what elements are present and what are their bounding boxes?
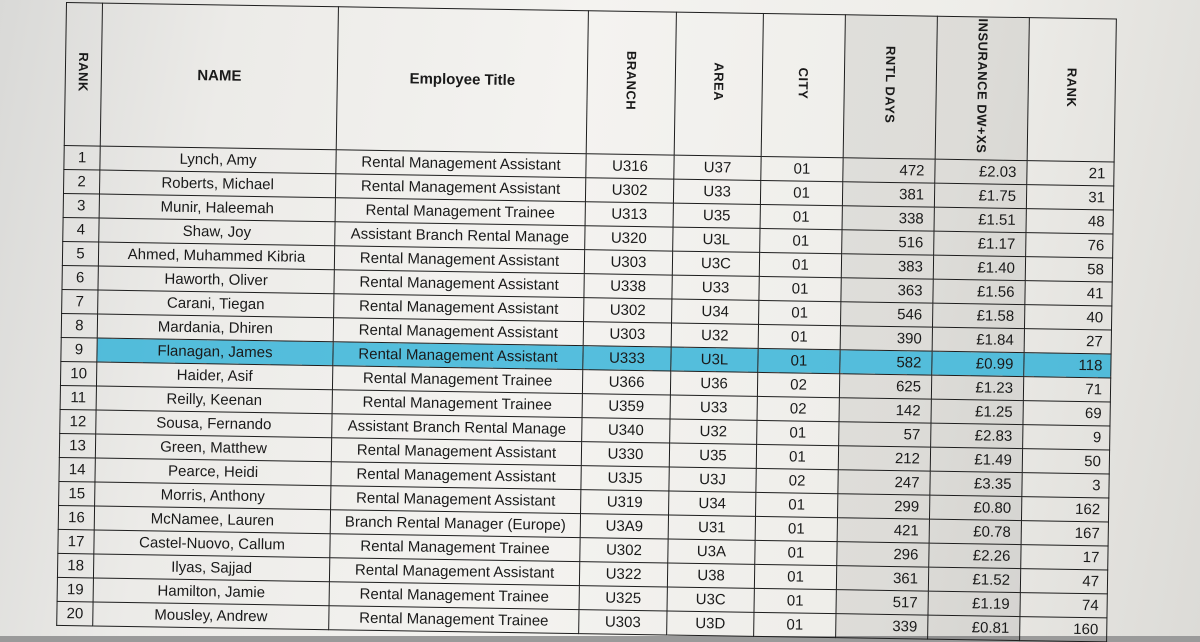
insurance-cell: £1.51 bbox=[934, 207, 1026, 232]
header-name: NAME bbox=[100, 3, 338, 150]
rank2-cell: 41 bbox=[1025, 281, 1112, 306]
name-cell: Mousley, Andrew bbox=[93, 602, 329, 630]
title-cell: Rental Management Assistant bbox=[329, 558, 579, 586]
branch-cell: U316 bbox=[586, 154, 674, 179]
title-cell: Rental Management Trainee bbox=[332, 366, 582, 394]
area-cell: U38 bbox=[667, 563, 754, 588]
city-cell: 01 bbox=[754, 564, 836, 589]
rental-days-cell: 421 bbox=[837, 518, 929, 543]
city-cell: 01 bbox=[758, 348, 840, 373]
rank2-cell: 167 bbox=[1021, 521, 1108, 546]
insurance-cell: £1.52 bbox=[928, 567, 1020, 592]
city-cell: 01 bbox=[754, 588, 836, 613]
city-cell: 01 bbox=[756, 444, 838, 469]
rank-cell: 4 bbox=[63, 217, 99, 242]
branch-cell: U302 bbox=[585, 178, 673, 203]
area-cell: U3L bbox=[671, 347, 758, 372]
header-branch: BRANCH bbox=[586, 11, 676, 155]
branch-cell: U359 bbox=[582, 394, 670, 419]
title-cell: Rental Management Assistant bbox=[335, 174, 585, 202]
rank-cell: 6 bbox=[62, 265, 98, 290]
rank2-cell: 40 bbox=[1024, 305, 1111, 330]
branch-cell: U366 bbox=[582, 370, 670, 395]
area-cell: U31 bbox=[668, 515, 755, 540]
header-row bbox=[64, 3, 1116, 162]
area-cell: U33 bbox=[670, 395, 757, 420]
rank2-cell: 50 bbox=[1022, 449, 1109, 474]
rank2-cell: 27 bbox=[1024, 329, 1111, 354]
insurance-cell: £0.78 bbox=[929, 519, 1021, 544]
area-cell: U3C bbox=[672, 251, 759, 276]
title-cell: Rental Management Trainee bbox=[330, 534, 580, 562]
branch-cell: U322 bbox=[579, 562, 667, 587]
branch-cell: U303 bbox=[583, 322, 671, 347]
rank-cell: 12 bbox=[60, 409, 96, 434]
name-cell: Haider, Asif bbox=[96, 362, 332, 390]
title-cell: Rental Management Assistant bbox=[334, 270, 584, 298]
rental-days-cell: 299 bbox=[837, 494, 929, 519]
insurance-cell: £1.84 bbox=[932, 327, 1024, 352]
title-cell: Rental Management Trainee bbox=[335, 198, 585, 226]
city-cell: 01 bbox=[760, 228, 842, 253]
rental-days-cell: 383 bbox=[841, 254, 933, 279]
title-cell: Rental Management Assistant bbox=[336, 150, 586, 178]
insurance-cell: £1.17 bbox=[934, 231, 1026, 256]
insurance-cell: £3.35 bbox=[930, 471, 1022, 496]
insurance-cell: £2.83 bbox=[931, 423, 1023, 448]
rank-cell: 17 bbox=[58, 529, 94, 554]
branch-cell: U340 bbox=[582, 418, 670, 443]
employee-ranking-table bbox=[56, 2, 1117, 642]
rank2-cell: 160 bbox=[1020, 617, 1107, 642]
rank2-cell: 21 bbox=[1027, 161, 1114, 186]
title-cell: Rental Management Trainee bbox=[332, 390, 582, 418]
name-cell: Green, Matthew bbox=[95, 434, 331, 462]
city-cell: 02 bbox=[757, 372, 839, 397]
city-cell: 01 bbox=[760, 204, 842, 229]
insurance-cell: £0.80 bbox=[929, 495, 1021, 520]
city-cell: 01 bbox=[759, 276, 841, 301]
title-cell: Rental Management Trainee bbox=[329, 606, 579, 634]
branch-cell: U3J5 bbox=[581, 466, 669, 491]
rank2-cell: 74 bbox=[1020, 593, 1107, 618]
rank2-cell: 71 bbox=[1023, 377, 1110, 402]
rental-days-cell: 517 bbox=[836, 590, 928, 615]
header-rank: RANK bbox=[64, 3, 102, 147]
branch-cell: U303 bbox=[584, 250, 672, 275]
name-cell: Castel-Nuovo, Callum bbox=[94, 530, 330, 558]
header-employee-title: Employee Title bbox=[336, 7, 588, 154]
area-cell: U33 bbox=[672, 275, 759, 300]
rank2-cell: 9 bbox=[1023, 425, 1110, 450]
city-cell: 01 bbox=[759, 252, 841, 277]
rank-cell: 10 bbox=[60, 361, 96, 386]
insurance-cell: £2.03 bbox=[935, 159, 1027, 184]
title-cell: Rental Management Assistant bbox=[334, 246, 584, 274]
city-cell: 01 bbox=[754, 612, 836, 637]
area-cell: U3D bbox=[667, 611, 754, 636]
area-cell: U35 bbox=[673, 203, 760, 228]
rental-days-cell: 381 bbox=[842, 182, 934, 207]
rank-cell: 7 bbox=[62, 289, 98, 314]
name-cell: Reilly, Keenan bbox=[96, 386, 332, 414]
city-cell: 02 bbox=[757, 396, 839, 421]
name-cell: Ahmed, Muhammed Kibria bbox=[98, 242, 334, 270]
rental-days-cell: 516 bbox=[842, 230, 934, 255]
area-cell: U33 bbox=[673, 179, 760, 204]
city-cell: 01 bbox=[760, 180, 842, 205]
rank-cell: 18 bbox=[57, 553, 93, 578]
rental-days-cell: 582 bbox=[840, 350, 932, 375]
header-city: CITY bbox=[761, 13, 845, 157]
area-cell: U34 bbox=[669, 491, 756, 516]
city-cell: 01 bbox=[761, 156, 843, 181]
insurance-cell: £1.58 bbox=[932, 303, 1024, 328]
rank-cell: 8 bbox=[61, 313, 97, 338]
rental-days-cell: 546 bbox=[841, 302, 933, 327]
name-cell: Lynch, Amy bbox=[100, 146, 336, 174]
name-cell: Mardania, Dhiren bbox=[97, 314, 333, 342]
name-cell: Morris, Anthony bbox=[95, 482, 331, 510]
title-cell: Rental Management Assistant bbox=[331, 486, 581, 514]
area-cell: U36 bbox=[670, 371, 757, 396]
branch-cell: U303 bbox=[579, 610, 667, 635]
table-body bbox=[57, 145, 1114, 641]
name-cell: Flanagan, James bbox=[97, 338, 333, 366]
branch-cell: U325 bbox=[579, 586, 667, 611]
branch-cell: U313 bbox=[585, 202, 673, 227]
name-cell: Haworth, Oliver bbox=[98, 266, 334, 294]
name-cell: Carani, Tiegan bbox=[98, 290, 334, 318]
city-cell: 01 bbox=[758, 324, 840, 349]
rank2-cell: 69 bbox=[1023, 401, 1110, 426]
rank-cell: 1 bbox=[64, 145, 100, 170]
city-cell: 01 bbox=[756, 492, 838, 517]
rank2-cell: 48 bbox=[1026, 209, 1113, 234]
insurance-cell: £0.99 bbox=[932, 351, 1024, 376]
city-cell: 02 bbox=[756, 468, 838, 493]
area-cell: U3L bbox=[673, 227, 760, 252]
name-cell: Hamilton, Jamie bbox=[93, 578, 329, 606]
rental-days-cell: 363 bbox=[841, 278, 933, 303]
header-area: AREA bbox=[674, 12, 763, 156]
title-cell: Rental Management Assistant bbox=[333, 318, 583, 346]
city-cell: 01 bbox=[755, 540, 837, 565]
rank-cell: 11 bbox=[60, 385, 96, 410]
city-cell: 01 bbox=[757, 420, 839, 445]
area-cell: U3J bbox=[669, 467, 756, 492]
rental-days-cell: 57 bbox=[839, 422, 931, 447]
insurance-cell: £1.25 bbox=[931, 399, 1023, 424]
branch-cell: U302 bbox=[580, 538, 668, 563]
area-cell: U32 bbox=[670, 419, 757, 444]
branch-cell: U330 bbox=[581, 442, 669, 467]
rank-cell: 20 bbox=[57, 601, 93, 626]
rental-days-cell: 625 bbox=[839, 374, 931, 399]
rank-cell: 16 bbox=[58, 505, 94, 530]
rank-cell: 2 bbox=[63, 169, 99, 194]
name-cell: Sousa, Fernando bbox=[96, 410, 332, 438]
insurance-cell: £1.23 bbox=[931, 375, 1023, 400]
rental-days-cell: 142 bbox=[839, 398, 931, 423]
name-cell: Roberts, Michael bbox=[99, 170, 335, 198]
name-cell: McNamee, Lauren bbox=[94, 506, 330, 534]
header-rank-2: RANK bbox=[1027, 18, 1116, 162]
title-cell: Rental Management Trainee bbox=[329, 582, 579, 610]
branch-cell: U333 bbox=[583, 346, 671, 371]
insurance-cell: £2.26 bbox=[929, 543, 1021, 568]
rank2-cell: 47 bbox=[1020, 569, 1107, 594]
rental-days-cell: 296 bbox=[837, 542, 929, 567]
title-cell: Rental Management Assistant bbox=[331, 438, 581, 466]
rank-cell: 5 bbox=[62, 241, 98, 266]
rank2-cell: 3 bbox=[1022, 473, 1109, 498]
name-cell: Ilyas, Sajjad bbox=[93, 554, 329, 582]
rank2-cell: 162 bbox=[1021, 497, 1108, 522]
rank2-cell: 31 bbox=[1026, 185, 1113, 210]
header-insurance: INSURANCE DW+XS bbox=[935, 16, 1029, 160]
insurance-cell: £1.75 bbox=[934, 183, 1026, 208]
rental-days-cell: 472 bbox=[843, 158, 935, 183]
rental-days-cell: 338 bbox=[842, 206, 934, 231]
branch-cell: U338 bbox=[584, 274, 672, 299]
title-cell: Assistant Branch Rental Manage bbox=[335, 222, 585, 250]
area-cell: U34 bbox=[672, 299, 759, 324]
rank2-cell: 76 bbox=[1026, 233, 1113, 258]
title-cell: Rental Management Assistant bbox=[331, 462, 581, 490]
name-cell: Pearce, Heidi bbox=[95, 458, 331, 486]
rental-days-cell: 212 bbox=[838, 446, 930, 471]
title-cell: Branch Rental Manager (Europe) bbox=[330, 510, 580, 538]
insurance-cell: £0.81 bbox=[928, 615, 1020, 640]
rental-days-cell: 390 bbox=[840, 326, 932, 351]
branch-cell: U320 bbox=[585, 226, 673, 251]
rank-cell: 13 bbox=[59, 433, 95, 458]
branch-cell: U302 bbox=[584, 298, 672, 323]
rental-days-cell: 339 bbox=[836, 614, 928, 639]
rental-days-cell: 361 bbox=[836, 566, 928, 591]
insurance-cell: £1.56 bbox=[933, 279, 1025, 304]
city-cell: 01 bbox=[759, 300, 841, 325]
rank-cell: 19 bbox=[57, 577, 93, 602]
name-cell: Shaw, Joy bbox=[99, 218, 335, 246]
area-cell: U3C bbox=[667, 587, 754, 612]
rank-cell: 9 bbox=[61, 337, 97, 362]
area-cell: U37 bbox=[674, 155, 761, 180]
title-cell: Rental Management Assistant bbox=[333, 342, 583, 370]
area-cell: U3A bbox=[668, 539, 755, 564]
city-cell: 01 bbox=[755, 516, 837, 541]
insurance-cell: £1.40 bbox=[933, 255, 1025, 280]
rank2-cell: 17 bbox=[1021, 545, 1108, 570]
rank2-cell: 118 bbox=[1024, 353, 1111, 378]
insurance-cell: £1.19 bbox=[928, 591, 1020, 616]
title-cell: Assistant Branch Rental Manage bbox=[332, 414, 582, 442]
header-rental-days: RNTL DAYS bbox=[843, 15, 937, 159]
title-cell: Rental Management Assistant bbox=[334, 294, 584, 322]
branch-cell: U3A9 bbox=[580, 514, 668, 539]
rank-cell: 14 bbox=[59, 457, 95, 482]
branch-cell: U319 bbox=[581, 490, 669, 515]
rental-days-cell: 247 bbox=[838, 470, 930, 495]
area-cell: U32 bbox=[671, 323, 758, 348]
rank-cell: 15 bbox=[59, 481, 95, 506]
rank2-cell: 58 bbox=[1025, 257, 1112, 282]
insurance-cell: £1.49 bbox=[930, 447, 1022, 472]
name-cell: Munir, Haleemah bbox=[99, 194, 335, 222]
ranking-sheet bbox=[56, 2, 1117, 642]
area-cell: U35 bbox=[669, 443, 756, 468]
rank-cell: 3 bbox=[63, 193, 99, 218]
